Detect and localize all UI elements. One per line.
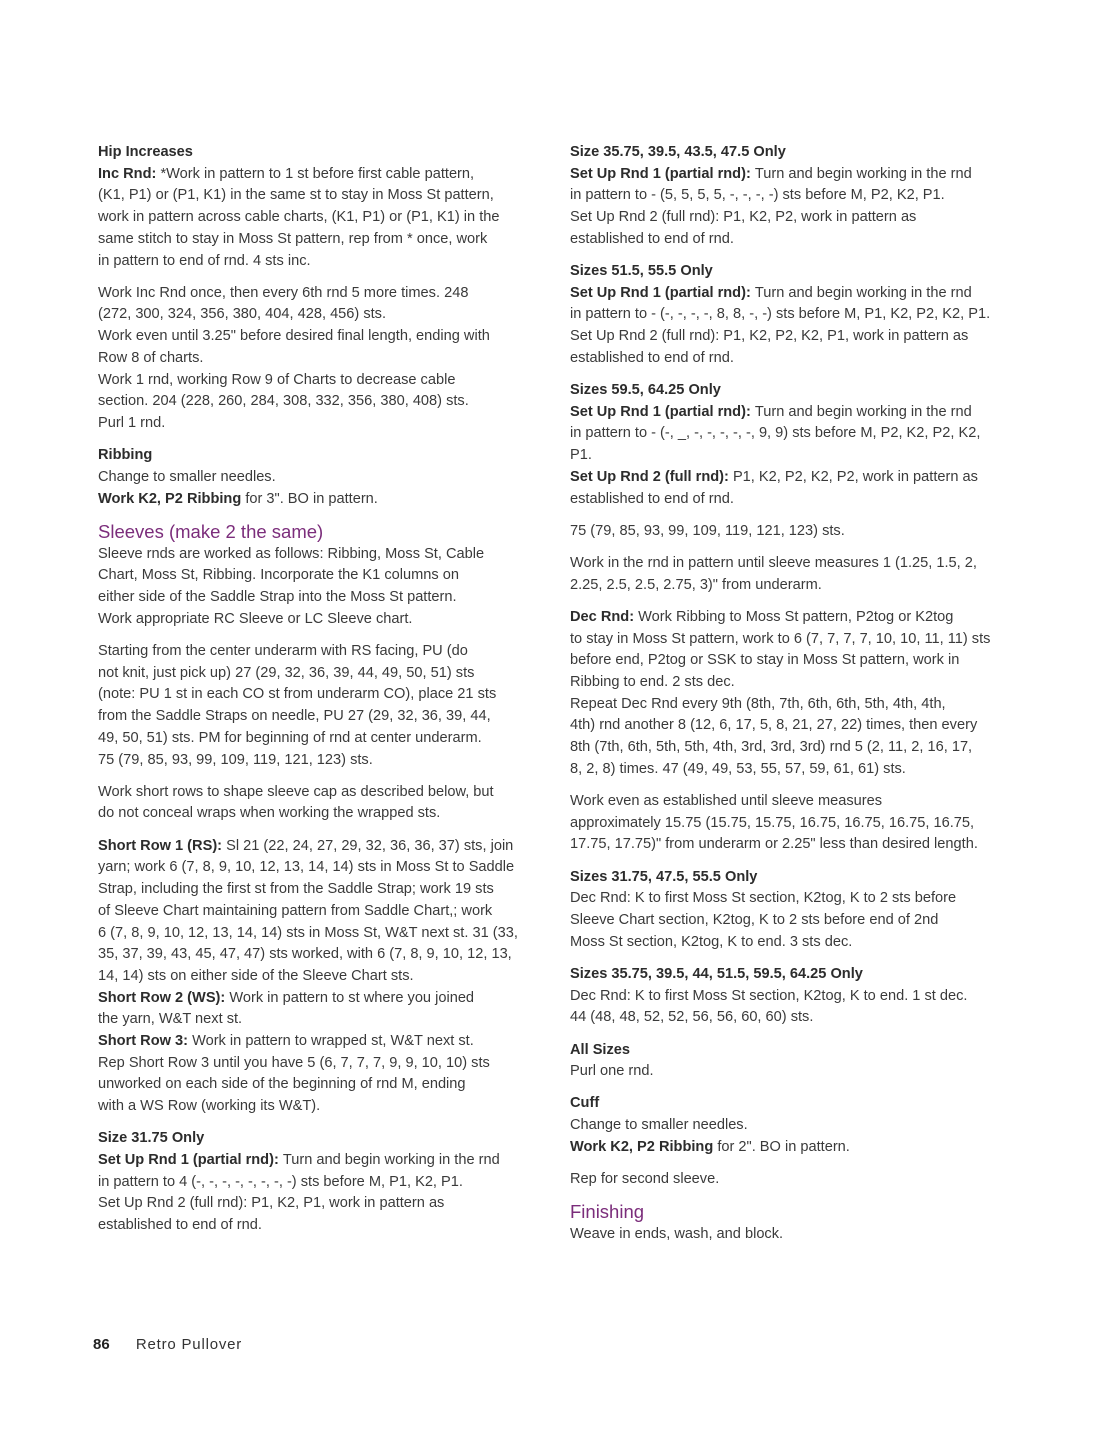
bold-label: Set Up Rnd 1 (partial rnd): — [570, 403, 755, 420]
text-line — [570, 402, 1010, 424]
text-line: (note: PU 1 st in each CO st from underarm CO), place 21 sts — [98, 686, 497, 703]
block-paragraph-4 — [570, 521, 1010, 543]
text-line: Dec Rnd: K to first Moss St section, K2tog, K to end. 1 st dec. — [570, 987, 968, 1004]
text-line: in pattern to - (-, _, -, -, -, -, -, 9, 9) sts before M, P2, K2, P2, K2, — [570, 425, 981, 442]
bold-label: Set Up Rnd 1 (partial rnd): — [98, 1152, 283, 1169]
text-line — [570, 283, 1010, 305]
subheading-all-sizes: All Sizes — [570, 1041, 631, 1058]
block-cuff — [570, 1093, 1010, 1158]
text-run: for 2". BO in pattern. — [713, 1138, 850, 1155]
bold-label: Work K2, P2 Ribbing — [98, 490, 242, 507]
text-line: Sleeve rnds are worked as follows: Ribbing, Moss St, Cable — [98, 545, 485, 562]
subheading-sizes-35-75-39-5-44-51-5-59-5-64-25-only: Sizes 35.75, 39.5, 44, 51.5, 59.5, 64.25 Only — [570, 965, 863, 982]
text-line — [570, 1137, 1010, 1159]
text-line: Work in the rnd in pattern until sleeve measures 1 (1.25, 1.5, 2, — [570, 554, 977, 571]
block-paragraph-2 — [98, 283, 538, 435]
bold-label: Work K2, P2 Ribbing — [570, 1138, 714, 1155]
text-line: Work even until 3.25" before desired final length, ending with — [98, 328, 490, 345]
text-line: 8th (7th, 6th, 5th, 5th, 4th, 3rd, 3rd, 3rd) rnd 5 (2, 11, 2, 16, 17, — [570, 739, 973, 756]
text-line: Purl one rnd. — [570, 1063, 654, 1080]
bold-label: Set Up Rnd 1 (partial rnd): — [570, 165, 755, 182]
text-line: Strap, including the first st from the Saddle Strap; work 19 sts — [98, 881, 494, 898]
subheading-size-35-75-39-5-43-5-47-5-only: Size 35.75, 39.5, 43.5, 47.5 Only — [570, 144, 786, 160]
block-paragraph-6 — [98, 782, 538, 825]
block-size-31-75-only — [98, 1128, 538, 1237]
subheading-sizes-31-75-47-5-55-5-only: Sizes 31.75, 47.5, 55.5 Only — [570, 868, 758, 885]
right-column — [570, 142, 1010, 1256]
bold-label: Short Row 2 (WS): — [98, 989, 230, 1006]
text-line: Set Up Rnd 2 (full rnd): P1, K2, P2, work in pattern as — [570, 209, 917, 226]
block-ribbing — [98, 445, 538, 510]
text-line: to stay in Moss St pattern, work to 6 (7, 7, 7, 7, 10, 10, 11, 11) sts — [570, 630, 991, 647]
text-line: established to end of rnd. — [570, 349, 734, 366]
text-line: in pattern to - (-, -, -, -, 8, 8, -, -) sts before M, P1, K2, P2, K2, P1. — [570, 306, 991, 323]
text-run: P1, K2, P2, K2, P2, work in pattern as — [732, 468, 978, 485]
text-run: Work Ribbing to Moss St pattern, P2tog or K2tog — [638, 608, 954, 625]
text-line — [98, 164, 538, 186]
text-line: Set Up Rnd 2 (full rnd): P1, K2, P1, work in pattern as — [98, 1195, 445, 1212]
text-line: work in pattern across cable charts, (K1, P1) or (P1, K1) in the — [98, 209, 500, 226]
text-line: yarn; work 6 (7, 8, 9, 10, 12, 13, 14, 14) sts in Moss St to Saddle — [98, 859, 515, 876]
block-all-sizes — [570, 1040, 1010, 1083]
text-line: Work Inc Rnd once, then every 6th rnd 5 more times. 248 — [98, 284, 469, 301]
text-line: either side of the Saddle Strap into the Moss St pattern. — [98, 589, 457, 606]
text-line — [98, 988, 538, 1010]
text-line: Work 1 rnd, working Row 9 of Charts to decrease cable — [98, 371, 456, 388]
subheading-size-31-75-only: Size 31.75 Only — [98, 1130, 205, 1147]
text-line: established to end of rnd. — [570, 490, 734, 507]
text-line: section. 204 (228, 260, 284, 308, 332, 356, 380, 408) sts. — [98, 393, 469, 410]
block-sizes-35-75-39-5-44-51-5-59-5-64-25-only — [570, 964, 1010, 1029]
page-number: 86 — [93, 1336, 110, 1353]
text-line: 44 (48, 48, 52, 52, 56, 56, 60, 60) sts. — [570, 1009, 814, 1026]
text-run: Turn and begin working in the rnd — [754, 165, 972, 182]
text-run: Work in pattern to st where you joined — [229, 989, 475, 1006]
subheading-sizes-51-5-55-5-only: Sizes 51.5, 55.5 Only — [570, 263, 713, 280]
text-run: for 3". BO in pattern. — [241, 490, 378, 507]
text-line: 75 (79, 85, 93, 99, 109, 119, 121, 123) sts. — [98, 751, 373, 768]
text-line: Rep for second sleeve. — [570, 1171, 720, 1188]
text-line: 14, 14) sts on either side of the Sleeve Chart sts. — [98, 967, 414, 984]
text-line: not knit, just pick up) 27 (29, 32, 36, 39, 44, 49, 50, 51) sts — [98, 664, 475, 681]
text-line: same stitch to stay in Moss St pattern, rep from * once, work — [98, 230, 488, 247]
publication-title: Retro Pullover — [135, 1336, 243, 1353]
text-line: Starting from the center underarm with RS facing, PU (do — [98, 643, 468, 660]
text-run: Sl 21 (22, 24, 27, 29, 32, 36, 36, 37) sts, join — [226, 837, 514, 854]
section-heading-sleeves-make-2-the-same: Sleeves (make 2 the same) — [98, 520, 324, 542]
text-run: Turn and begin working in the rnd — [282, 1152, 500, 1169]
text-line: approximately 15.75 (15.75, 15.75, 16.75, 16.75, 16.75, 16.75, — [570, 814, 975, 831]
text-line: established to end of rnd. — [570, 230, 734, 247]
text-line — [98, 489, 538, 511]
text-line: Rep Short Row 3 until you have 5 (6, 7, 7, 7, 9, 9, 10, 10) sts — [98, 1054, 490, 1071]
block-sizes-51-5-55-5-only — [570, 261, 1010, 370]
text-line: 35, 37, 39, 43, 45, 47, 47) sts worked, with 6 (7, 8, 9, 10, 12, 13, — [98, 946, 512, 963]
block-finishing — [570, 1201, 1010, 1246]
text-line: P1. — [570, 447, 592, 464]
block-sizes-31-75-47-5-55-5-only — [570, 867, 1010, 954]
text-line: before end, P2tog or SSK to stay in Moss St pattern, work in — [570, 652, 960, 669]
text-line — [570, 467, 1010, 489]
text-line — [98, 836, 538, 858]
block-paragraph-6 — [570, 607, 1010, 781]
block-sleeves-make-2-the-same — [98, 521, 538, 631]
bold-label: Set Up Rnd 2 (full rnd): — [570, 468, 733, 485]
text-line: 17.75, 17.75)" from underarm or 2.25" less than desired length. — [570, 836, 978, 853]
text-line: Moss St section, K2tog, K to end. 3 sts dec. — [570, 933, 853, 950]
text-line: 75 (79, 85, 93, 99, 109, 119, 121, 123) sts. — [570, 522, 845, 539]
block-paragraph-5 — [570, 553, 1010, 596]
text-run: Work in pattern to wrapped st, W&T next st. — [192, 1033, 474, 1050]
text-line: established to end of rnd. — [98, 1217, 262, 1234]
bold-label: Dec Rnd: — [570, 608, 639, 625]
text-line: with a WS Row (working its W&T). — [98, 1098, 321, 1115]
section-heading-finishing: Finishing — [570, 1201, 645, 1223]
text-line: in pattern to - (5, 5, 5, 5, -, -, -, -) sts before M, P2, K2, P1. — [570, 187, 945, 204]
text-line: Chart, Moss St, Ribbing. Incorporate the K1 columns on — [98, 567, 459, 584]
text-line: 8, 2, 8) times. 47 (49, 49, 53, 55, 57, 59, 61, 61) sts. — [570, 760, 906, 777]
text-line: Sleeve Chart section, K2tog, K to 2 sts before end of 2nd — [570, 912, 939, 928]
text-line: Set Up Rnd 2 (full rnd): P1, K2, P2, K2, P1, work in pattern as — [570, 328, 969, 345]
text-line: Dec Rnd: K to first Moss St section, K2tog, K to 2 sts before — [570, 890, 957, 907]
block-hip-increases — [98, 142, 538, 272]
left-column — [98, 142, 538, 1247]
text-line: in pattern to 4 (-, -, -, -, -, -, -, -) sts before M, P1, K2, P1. — [98, 1173, 463, 1190]
text-line: Purl 1 rnd. — [98, 414, 166, 431]
text-line — [98, 1150, 538, 1172]
text-run: Turn and begin working in the rnd — [754, 403, 972, 420]
text-line: Change to smaller needles. — [98, 468, 276, 485]
text-line — [570, 164, 1010, 186]
text-line: Ribbing to end. 2 sts dec. — [570, 673, 735, 690]
text-line: Repeat Dec Rnd every 9th (8th, 7th, 6th, 6th, 5th, 4th, 4th, — [570, 695, 946, 712]
subheading-ribbing: Ribbing — [98, 447, 153, 464]
subheading-sizes-59-5-64-25-only: Sizes 59.5, 64.25 Only — [570, 382, 721, 399]
block-sizes-59-5-64-25-only — [570, 380, 1010, 510]
text-run: Turn and begin working in the rnd — [754, 284, 972, 301]
block-size-35-75-39-5-43-5-47-5-only — [570, 142, 1010, 251]
text-line: the yarn, W&T next st. — [98, 1011, 243, 1028]
text-line: from the Saddle Straps on needle, PU 27 (29, 32, 36, 39, 44, — [98, 708, 491, 725]
block-paragraph-7 — [570, 791, 1010, 856]
text-line: unworked on each side of the beginning of rnd M, ending — [98, 1076, 466, 1093]
text-line: Change to smaller needles. — [570, 1117, 748, 1134]
page-footer — [93, 1336, 242, 1353]
text-line: Work appropriate RC Sleeve or LC Sleeve chart. — [98, 610, 413, 627]
text-run: *Work in pattern to 1 st before first cable pattern, — [160, 165, 475, 182]
text-line — [98, 1031, 538, 1053]
text-line: 49, 50, 51) sts. PM for beginning of rnd at center underarm. — [98, 729, 482, 746]
text-line: Work even as established until sleeve measures — [570, 792, 883, 809]
text-line: Work short rows to shape sleeve cap as described below, but — [98, 783, 494, 800]
text-line: 4th) rnd another 8 (12, 6, 17, 5, 8, 21, 27, 22) times, then every — [570, 717, 978, 734]
bold-label: Short Row 3: — [98, 1033, 193, 1050]
text-line: 2.25, 2.5, 2.5, 2.75, 3)" from underarm. — [570, 576, 822, 593]
block-paragraph-12 — [570, 1169, 1010, 1191]
text-line — [570, 607, 1010, 629]
subheading-cuff: Cuff — [570, 1095, 600, 1112]
text-line: of Sleeve Chart maintaining pattern from Saddle Chart,; work — [98, 902, 493, 919]
text-line: (272, 300, 324, 356, 380, 404, 428, 456) sts. — [98, 306, 387, 323]
block-paragraph-7 — [98, 836, 538, 1118]
text-line: 6 (7, 8, 9, 10, 12, 13, 14, 14) sts in Moss St, W&T next st. 31 (33, — [98, 924, 518, 941]
text-line: Row 8 of charts. — [98, 349, 204, 366]
text-line: do not conceal wraps when working the wrapped sts. — [98, 805, 441, 822]
text-line: Weave in ends, wash, and block. — [570, 1226, 784, 1243]
subheading-hip-increases: Hip Increases — [98, 144, 193, 160]
bold-label: Inc Rnd: — [98, 165, 161, 182]
bold-label: Short Row 1 (RS): — [98, 837, 227, 854]
text-line: (K1, P1) or (P1, K1) in the same st to stay in Moss St pattern, — [98, 187, 494, 204]
bold-label: Set Up Rnd 1 (partial rnd): — [570, 284, 755, 301]
text-line: in pattern to end of rnd. 4 sts inc. — [98, 252, 311, 269]
block-paragraph-5 — [98, 641, 538, 771]
